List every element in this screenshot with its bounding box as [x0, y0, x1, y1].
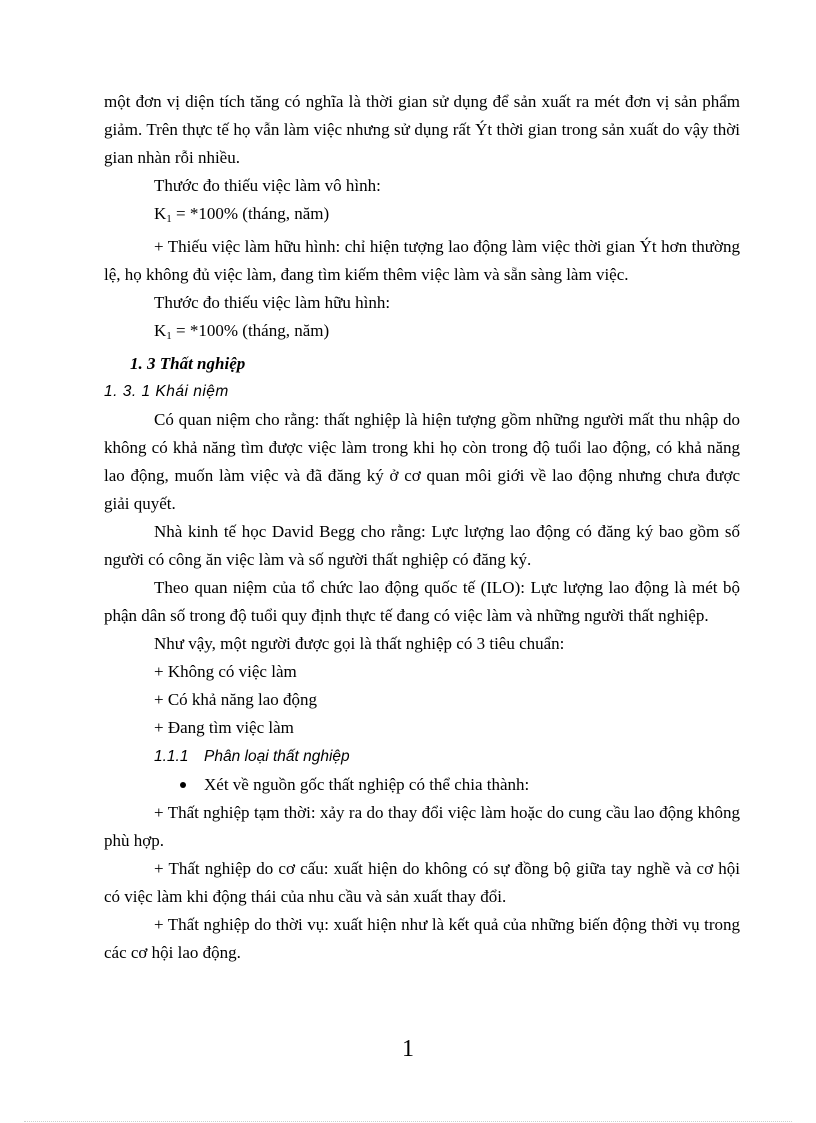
- paragraph-structural: + Thất nghiệp do cơ cấu: xuất hiện do không có sự đồng bộ giữa tay nghề và cơ hội có việc làm khi động thái của nhu cầu và sản xuất thay đổi.: [104, 859, 740, 906]
- paragraph-visible-measure: Thước đo thiếu việc làm hữu hình:: [154, 293, 391, 312]
- bullet-item: [104, 771, 740, 799]
- page-number: 1: [402, 1036, 414, 1062]
- paragraph-criteria-intro: Như vậy, một người được gọi là thất nghiệp có 3 tiêu chuẩn:: [154, 634, 565, 653]
- paragraph-david-begg: Nhà kinh tế học David Begg cho rằng: Lực lượng lao động có đăng ký bao gồm số người có công ăn việc làm và số người thất nghiệp có đăng ký.: [104, 522, 740, 569]
- heading-classification: [104, 742, 740, 771]
- heading-unemployment: 1. 3 Thất nghiệp: [130, 354, 246, 373]
- bullet-dot-icon: [180, 782, 186, 788]
- paragraph-seasonal: + Thất nghiệp do thời vụ: xuất hiện như là kết quả của những biến động thời vụ trong các cơ hội lao động.: [104, 915, 740, 962]
- paragraph-ilo: Theo quan niệm của tổ chức lao động quốc tế (ILO): Lực lượng lao động là mét bộ phận dân số trong độ tuổi quy định thực tế đang có việc làm và những người thất nghiệp.: [104, 578, 740, 625]
- criteria-item: + Đang tìm việc làm: [154, 718, 294, 737]
- bullet-text: Xét về nguồn gốc thất nghiệp có thể chia thành:: [204, 775, 530, 794]
- paragraph-frictional: + Thất nghiệp tạm thời: xảy ra do thay đổi việc làm hoặc do cung cầu lao động không phù hợp.: [104, 803, 740, 850]
- formula-invisible: [104, 200, 740, 233]
- heading-text: Phân loại thất nghiệp: [204, 748, 350, 765]
- heading-concept: 1. 3. 1 Khái niệm: [104, 383, 229, 400]
- formula-rest: = *100% (tháng, năm): [171, 204, 330, 223]
- formula-k: K: [154, 204, 167, 223]
- paragraph-visible-underemployment: + Thiếu việc làm hữu hình: chỉ hiện tượng lao động làm việc thời gian Ýt hơn thường lệ, họ không đủ việc làm, đang tìm kiếm thêm việc làm và sẵn sàng làm việc.: [104, 237, 740, 284]
- criteria-item: + Có khả năng lao động: [154, 690, 318, 709]
- paragraph-invisible-measure: Thước đo thiếu việc làm vô hình:: [154, 176, 381, 195]
- paragraph-time-usage: một đơn vị diện tích tăng có nghĩa là thời gian sử dụng để sản xuất ra mét đơn vị sản phẩm giảm. Trên thực tế họ vẫn làm việc nhưng sử dụng rất Ýt thời gian trong sản xuất do vậy thời gian nhàn rỗi nhiều.: [104, 92, 740, 167]
- heading-number: 1.1.1: [154, 748, 189, 765]
- formula-k: K: [154, 321, 167, 340]
- formula-subscript: 1: [166, 330, 172, 342]
- paragraph-definition: Có quan niệm cho rằng: thất nghiệp là hiện tượng gồm những người mất thu nhập do không có khả năng tìm được việc làm trong khi họ còn trong độ tuổi lao động, có khả năng lao động, muốn làm việc và đã đăng ký ở cơ quan môi giới về lao động nhưng chưa được giải quyết.: [104, 410, 740, 513]
- formula-visible: [104, 317, 740, 350]
- formula-rest: = *100% (tháng, năm): [171, 321, 330, 340]
- criteria-item: + Không có việc làm: [154, 662, 297, 681]
- page-content: [104, 88, 740, 967]
- page-divider: [24, 1121, 792, 1122]
- formula-subscript: 1: [166, 213, 172, 225]
